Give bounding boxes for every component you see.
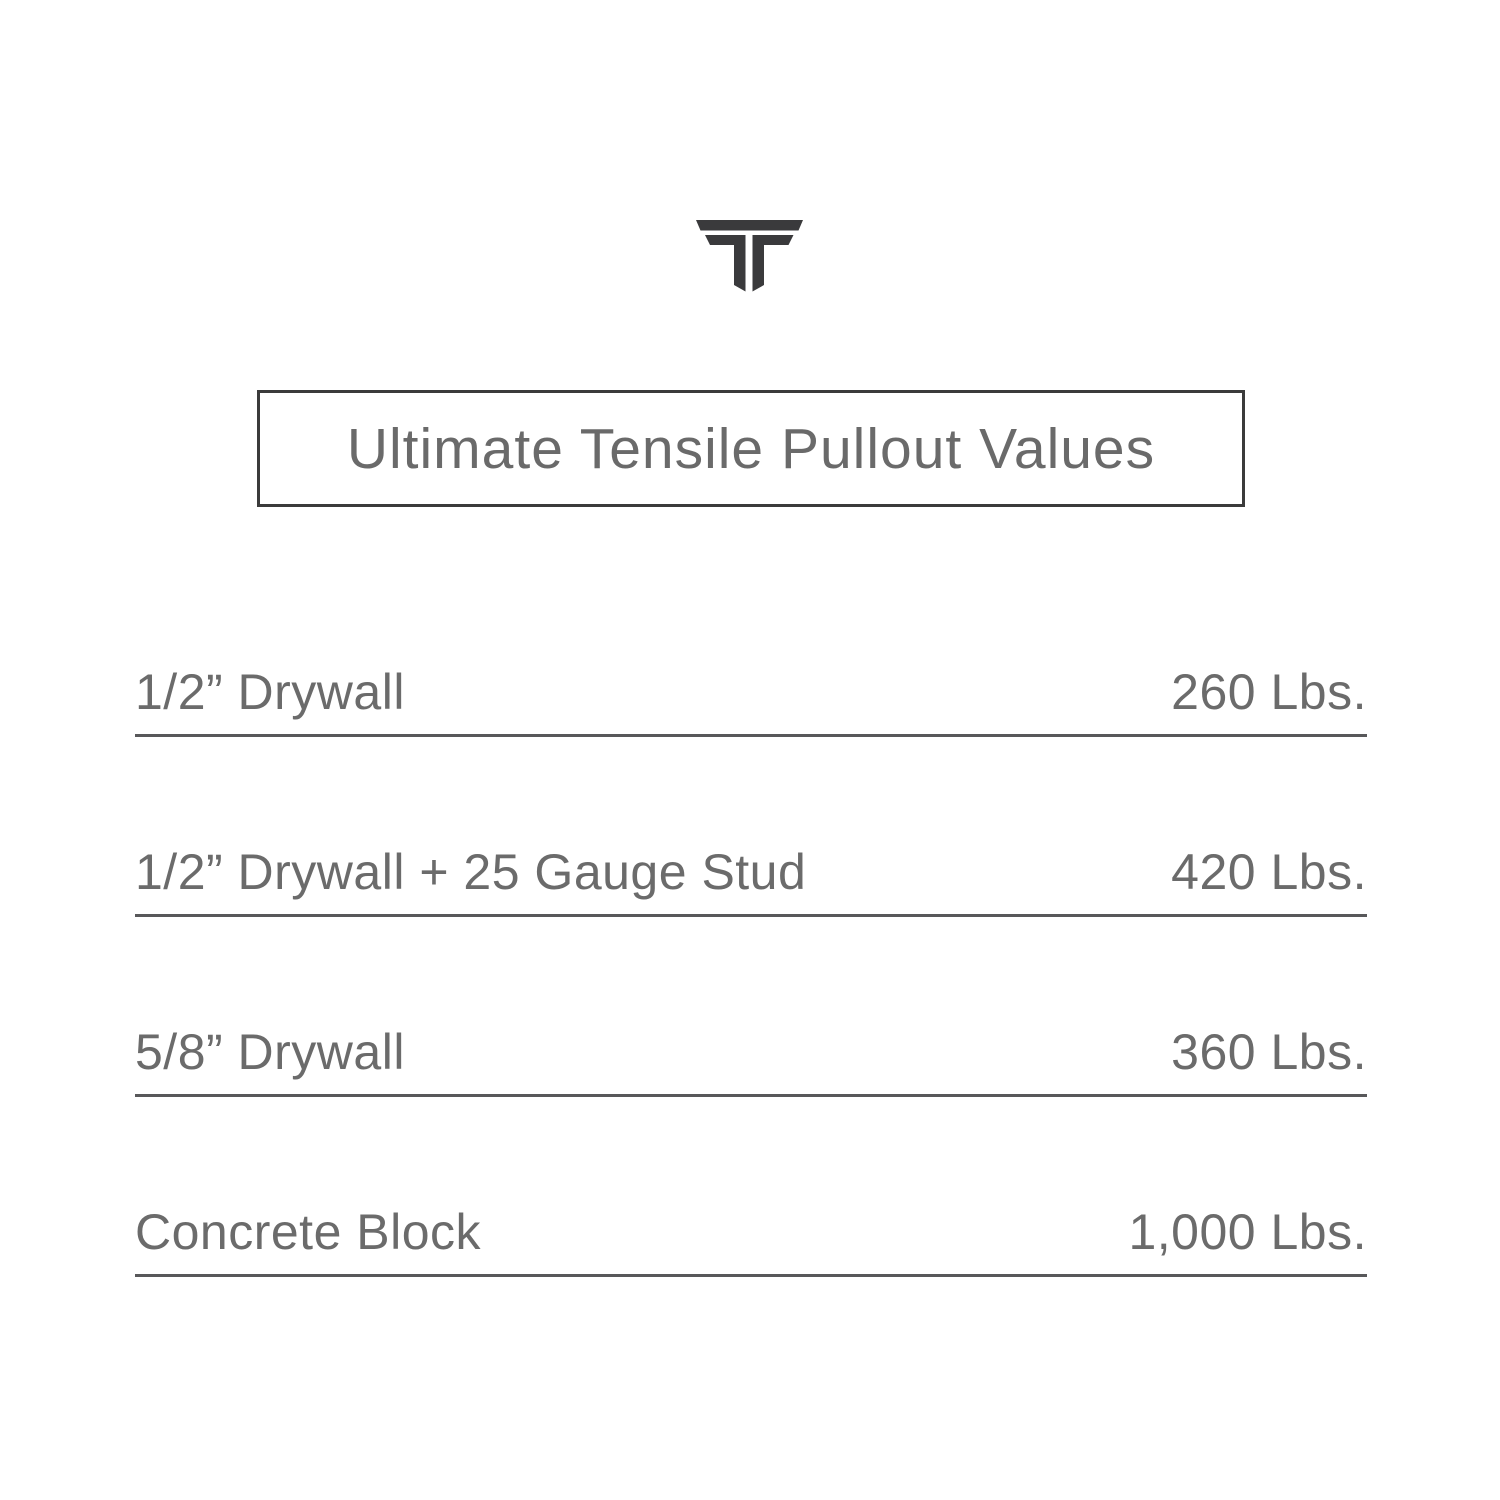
table-row (135, 844, 1367, 917)
row-label: 5/8” Drywall (135, 1024, 405, 1080)
logo-top-bar (696, 220, 803, 231)
title-box (257, 390, 1245, 507)
page-title: Ultimate Tensile Pullout Values (346, 416, 1156, 481)
row-label: Concrete Block (135, 1204, 482, 1260)
row-value: 1,000 Lbs. (1128, 1204, 1367, 1260)
t-brand-logo-icon (696, 220, 803, 292)
row-label: 1/2” Drywall (135, 664, 405, 720)
row-value: 420 Lbs. (1171, 844, 1367, 900)
table-row (135, 664, 1367, 737)
logo-left-arm-stem (705, 235, 746, 292)
table-row (135, 1204, 1367, 1277)
row-value: 360 Lbs. (1171, 1024, 1367, 1080)
row-value: 260 Lbs. (1171, 664, 1367, 720)
logo-right-arm-stem (753, 235, 794, 292)
table-row (135, 1024, 1367, 1097)
row-label: 1/2” Drywall + 25 Gauge Stud (135, 844, 807, 900)
